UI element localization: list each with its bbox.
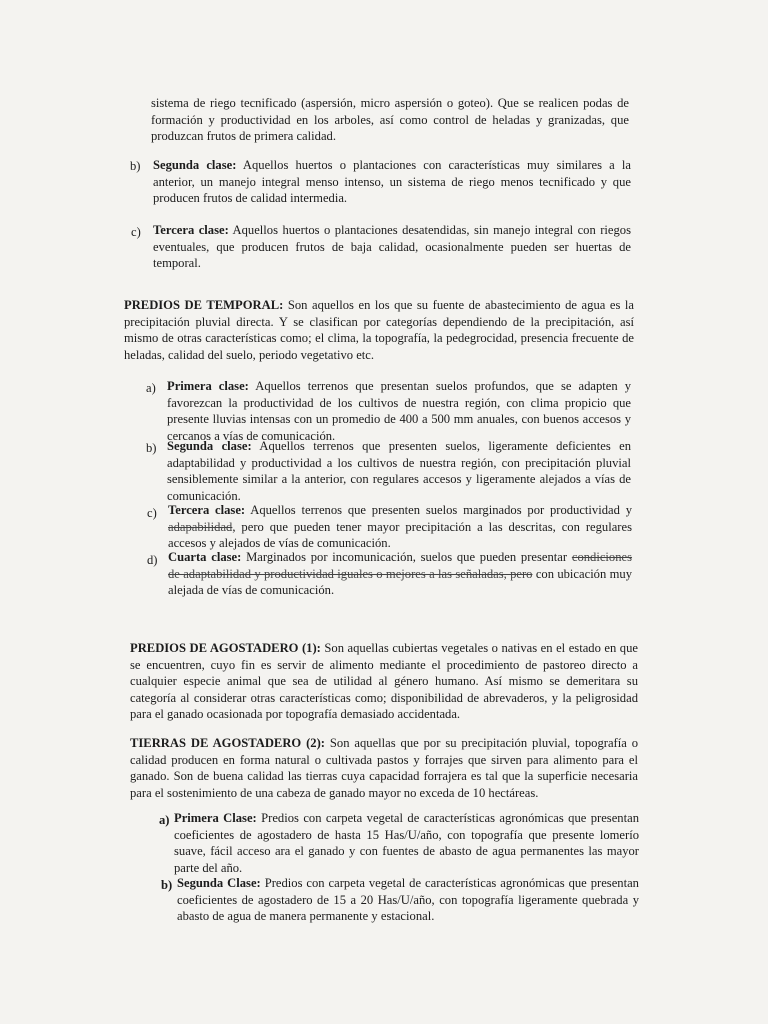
temporal-tercera-clase: Tercera clase: Aquellos terrenos que presenten suelos marginados por productividad y adapabilidad, pero que pueden tener mayor precipitación a las descritas, con regulares accesos y alejados de vías de comunicación. [168, 503, 632, 550]
section-heading: TIERRAS DE AGOSTADERO (2): [130, 736, 325, 750]
section-heading: PREDIOS DE AGOSTADERO (1): [130, 641, 321, 655]
list-marker: b) [146, 441, 157, 455]
list-marker: b) [161, 878, 173, 892]
list-marker: d) [147, 553, 158, 567]
agostadero-segunda-clase: Segunda Clase: Predios con carpeta vegetal de características agronómicas que presentan coeficientes de agostadero de 15 a 20 Has/U/año, con topografía ligeramente quebrada y abasto de agua de manera permanente y estacional. [177, 876, 639, 923]
list-marker: a) [159, 813, 170, 827]
agostadero-2-section: TIERRAS DE AGOSTADERO (2): Son aquellas que por su precipitación pluvial, topografía o calidad producen en forma natural o cultivada pastos y forrajes que sirven para alimento para el ganado. Son de buena calidad las tierras cuya capacidad forrajera es tal que la superficie necesaria para el sostenimiento de una cabeza de ganado mayor no exceda de 10 hectáreas. [130, 736, 639, 800]
agostadero-primera-clase: Primera Clase: Predios con carpeta vegetal de características agronómicas que presentan coeficientes de agostadero de hasta 15 Has/U/año, con topografía que presente lomerío suave, fácil acceso ara el ganado y con fuentes de abasto de agua permanentes las mayor parte del año. [174, 811, 639, 875]
agostadero-1-section: PREDIOS DE AGOSTADERO (1): Son aquellas cubiertas vegetales o nativas en el estado en que se encuentren, cuyo fin es servir de alimento mediante el procedimiento de pastoreo directo a cualquier especie animal que sea de utilidad al género humano. Así mismo se demeritara su categoría al considerar otras características como; disponibilidad de abrevaderos, y la peligrosidad para el ganado ocasionada por topografía demasiado accidentada. [130, 641, 638, 721]
temporal-primera-clase: Primera clase: Aquellos terrenos que presentan suelos profundos, que se adapten y favorezcan la productividad de los cultivos de nuestra región, con clima propicio que presente lluvias intensas con un promedio de 400 a 500 mm anuales, con buenos accesos y cercanos a vías de comunicación. [167, 379, 631, 443]
section-heading: PREDIOS DE TEMPORAL: [124, 298, 284, 312]
temporal-segunda-clase: Segunda clase: Aquellos terrenos que presenten suelos, ligeramente deficientes en adaptabilidad y productividad a los cultivos de nuestra región, con precipitación pluvial sensiblemente similar a la anterior, con regulares accesos y ligeramente alejados a vías de comunicación. [167, 439, 631, 503]
list-marker: b) [130, 159, 141, 173]
list-marker: c) [131, 225, 141, 239]
temporal-section: PREDIOS DE TEMPORAL: Son aquellos en los que su fuente de abastecimiento de agua es la precipitación pluvial directa. Y se clasifican por categorías dependiendo de la precipitación, así mismo de otras características como; el clima, la topografía, la pedegrocidad, presencia frecuente de heladas, calidad del suelo, periodo vegetativo etc. [124, 298, 634, 362]
temporal-cuarta-clase: Cuarta clase: Marginados por incomunicación, suelos que pueden presentar condiciones de adaptabilidad y productividad iguales o mejores a las señaladas, pero con ubicación muy alejada de vías de comunicación. [168, 550, 633, 597]
list-marker: c) [147, 506, 157, 520]
huertos-continuation: sistema de riego tecnificado (aspersión, micro aspersión o goteo). Que se realicen podas de formación y productividad en los arboles, así como control de heladas y granizadas, que produzcan frutos de primera calidad. [151, 96, 629, 143]
list-marker: a) [146, 381, 156, 395]
huertos-tercera-clase: Tercera clase: Aquellos huertos o plantaciones desatendidas, sin manejo integral con riegos eventuales, que producen frutos de baja calidad, ocasionalmente pueden ser huertas de temporal. [153, 223, 631, 270]
huertos-segunda-clase: Segunda clase: Aquellos huertos o plantaciones con características muy similares a la anterior, un manejo integral menso intenso, un sistema de riego menos tecnificado y que producen frutos de calidad intermedia. [153, 158, 631, 205]
